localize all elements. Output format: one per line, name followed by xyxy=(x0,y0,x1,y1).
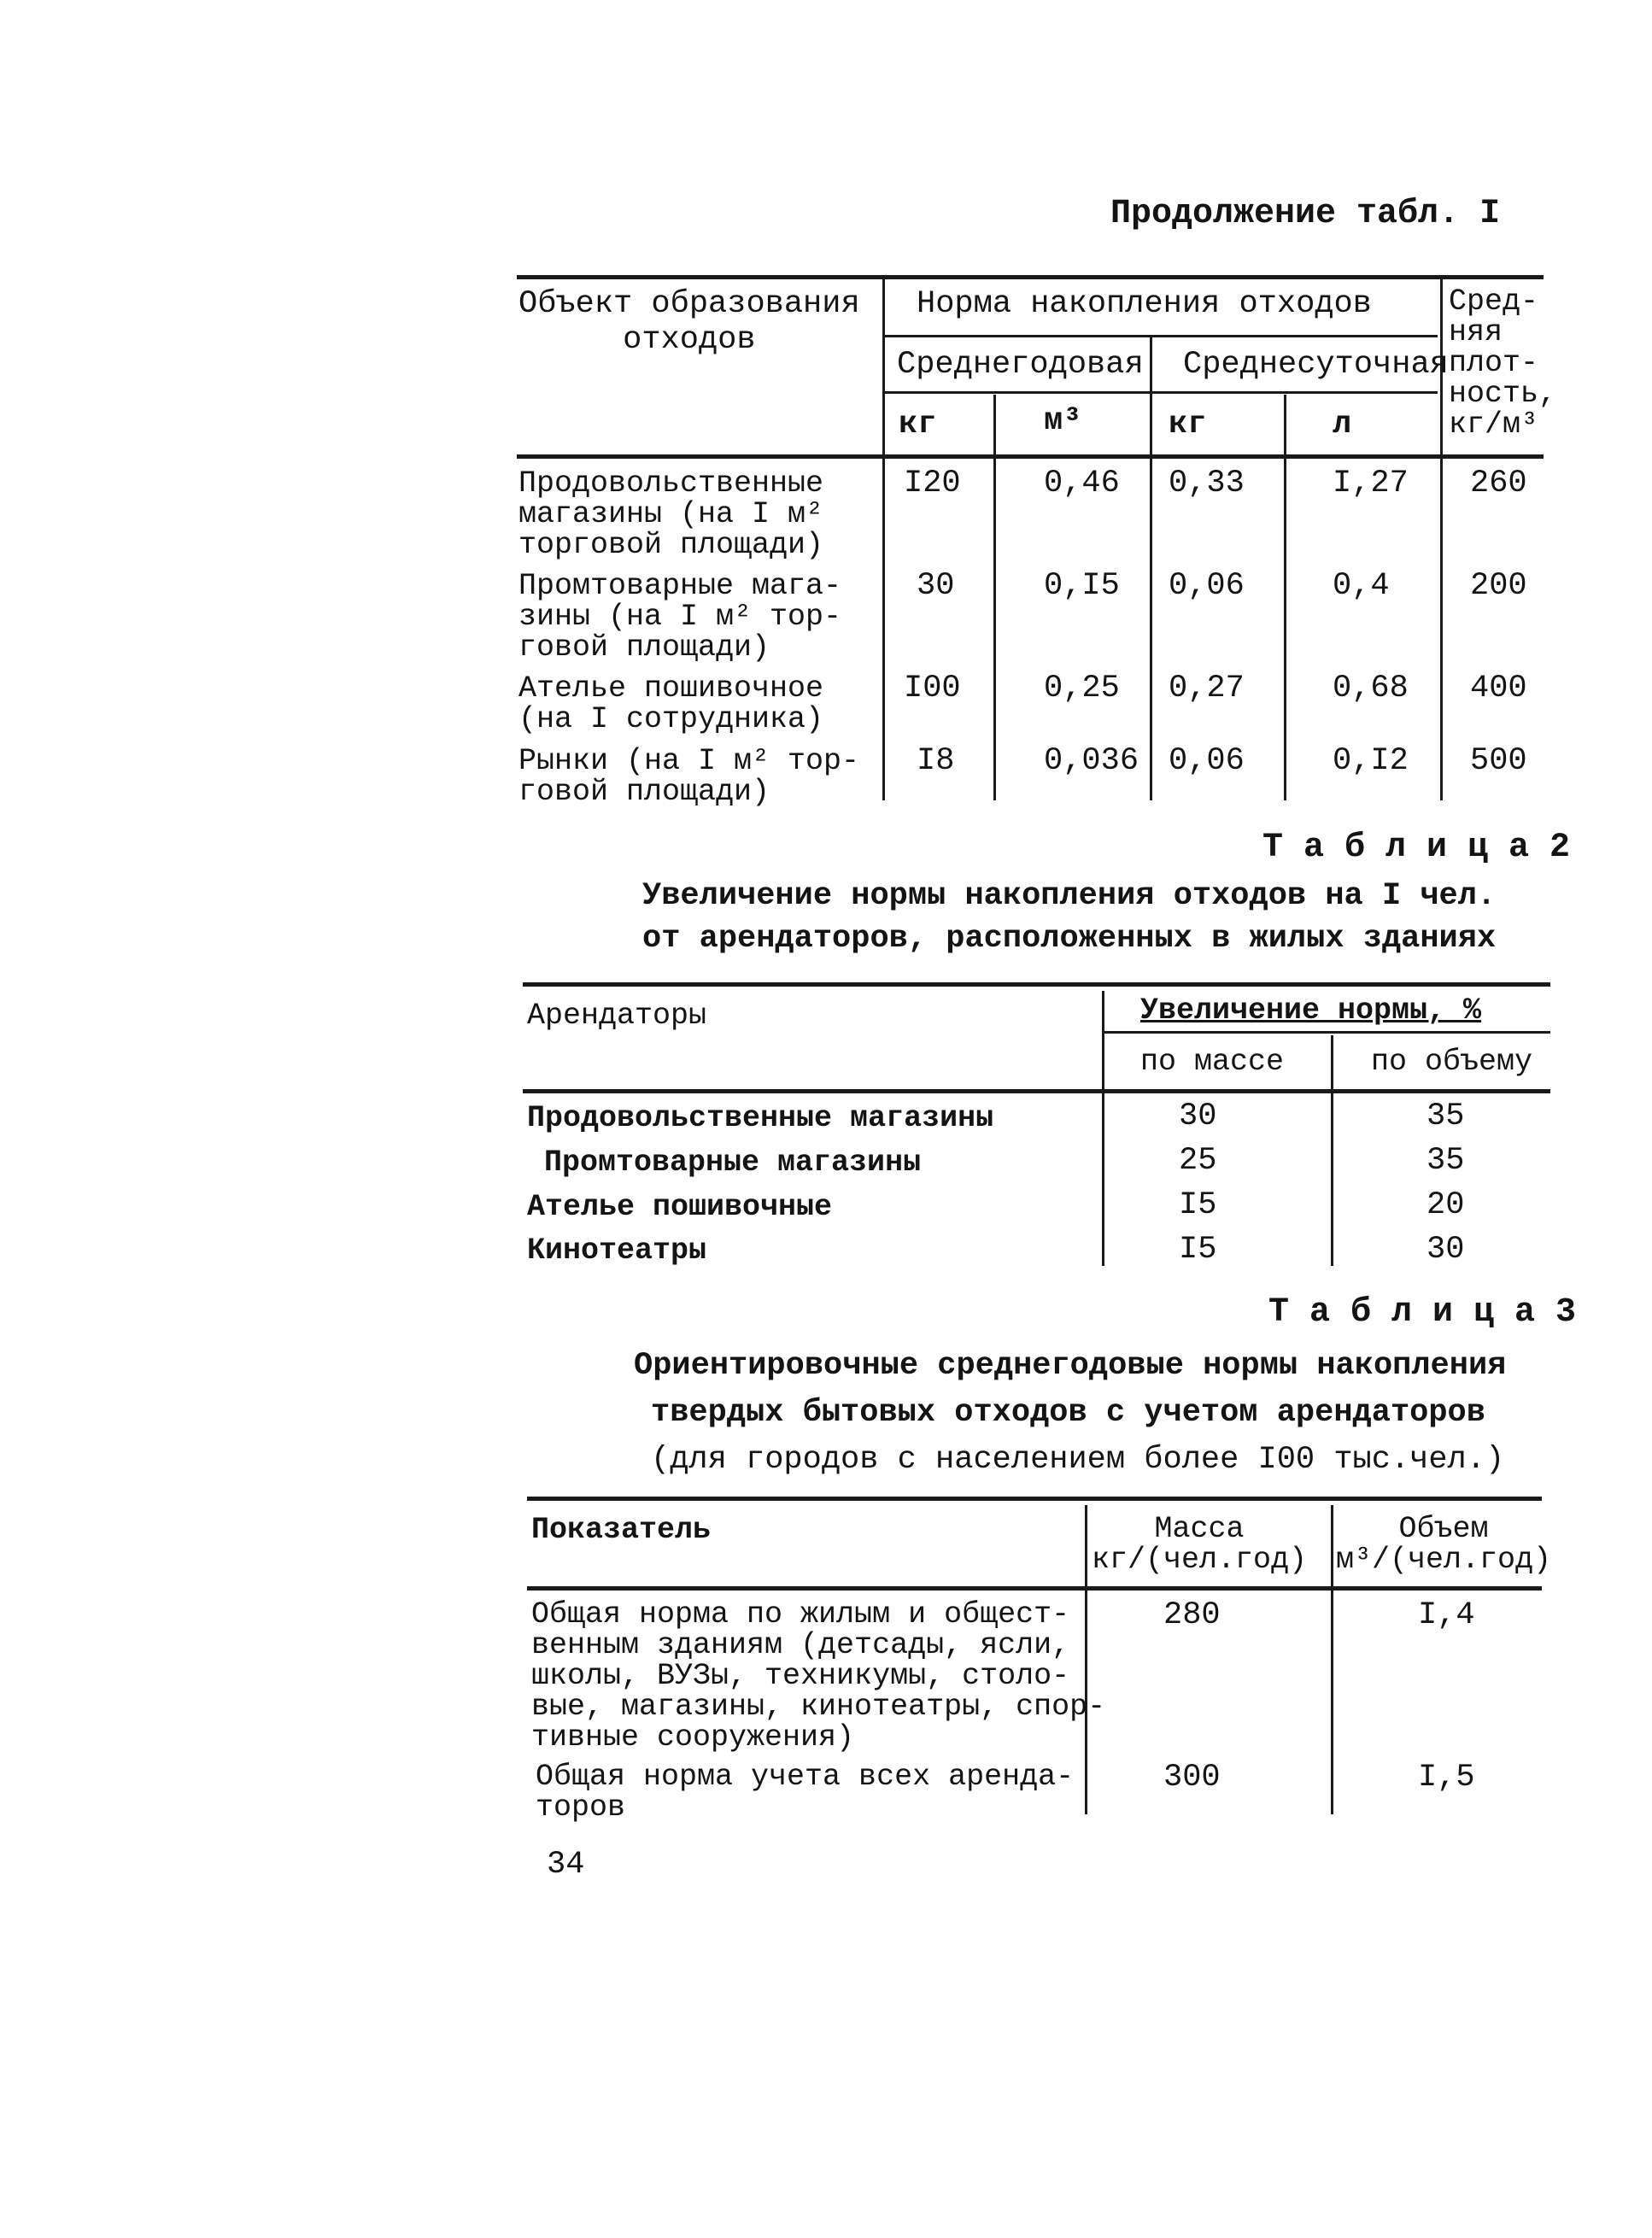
table2-col-tenants: Арендаторы xyxy=(527,999,707,1033)
cell-day-kg: 0,33 xyxy=(1169,466,1245,501)
table1-col-avg-day: Среднесуточная xyxy=(1183,347,1449,383)
table3-col-mass: Масса кг/(чел.год) xyxy=(1092,1512,1308,1577)
row-name: Ателье пошивочные xyxy=(527,1190,833,1224)
table1-header-rule xyxy=(517,454,1544,459)
table3-col-rule xyxy=(1331,1505,1333,1814)
table2-col-rule xyxy=(1331,1035,1333,1266)
cell-year-kg: 30 xyxy=(917,568,955,604)
cell-mass: I5 xyxy=(1179,1232,1217,1268)
table1-col-density: Сред- няя плот- ность, кг/м³ xyxy=(1449,284,1557,442)
row-name: Ателье пошивочное (на I сотрудника) xyxy=(518,671,824,736)
cell-year-kg: I8 xyxy=(917,743,955,779)
cell-year-kg: I00 xyxy=(904,671,961,706)
table1-col-avg-year: Среднегодовая xyxy=(897,347,1144,383)
row-name: Промтоварные магазины xyxy=(544,1145,922,1180)
table1-col-object: Объект образования отходов xyxy=(518,286,860,358)
cell-mass: I5 xyxy=(1179,1187,1217,1223)
cell-volume: 20 xyxy=(1426,1187,1465,1223)
cell-density: 200 xyxy=(1470,568,1527,604)
table1-unit-l: л xyxy=(1333,407,1352,442)
table2-title-line2: от арендаторов, расположенных в жилых зданиях xyxy=(642,921,1497,957)
table2-rule xyxy=(1102,1031,1550,1034)
table1-col-rule xyxy=(1150,337,1152,800)
row-name: Общая норма учета всех аренда- торов xyxy=(536,1760,1075,1825)
cell-year-m3: 0,46 xyxy=(1044,466,1120,501)
cell-day-kg: 0,27 xyxy=(1169,671,1245,706)
table1-caption: Продолжение табл. I xyxy=(1110,195,1501,233)
cell-volume: 30 xyxy=(1426,1232,1465,1268)
table3-header-rule xyxy=(527,1586,1542,1591)
row-name: Рынки (на I м² тор- говой площади) xyxy=(518,744,860,809)
table3-col-indicator: Показатель xyxy=(531,1513,712,1547)
row-name: Продовольственные магазины (на I м² торговой площади) xyxy=(518,466,824,562)
cell-volume: 35 xyxy=(1426,1098,1465,1134)
table1-rule xyxy=(882,391,1438,394)
table3-title-line1: Ориентировочные среднегодовые нормы накопления xyxy=(634,1348,1507,1384)
cell-density: 400 xyxy=(1470,671,1527,706)
table2-top-rule xyxy=(523,982,1550,987)
table2-col-by-mass: по массе xyxy=(1140,1045,1285,1079)
cell-volume: I,5 xyxy=(1418,1760,1475,1796)
cell-mass: 300 xyxy=(1163,1760,1221,1796)
cell-day-kg: 0,06 xyxy=(1169,743,1245,779)
table1-unit-kg2: кг xyxy=(1169,407,1207,442)
cell-year-kg: I20 xyxy=(904,466,961,501)
cell-day-l: 0,4 xyxy=(1333,568,1390,604)
cell-year-m3: 0,036 xyxy=(1044,743,1139,779)
table2-col-increase: Увеличение нормы, % xyxy=(1140,993,1482,1028)
table1-col-norm: Норма накопления отходов xyxy=(917,286,1372,322)
row-name: Промтоварные мага- зины (на I м² тор- говой площади) xyxy=(518,569,842,665)
cell-mass: 30 xyxy=(1179,1098,1217,1134)
cell-year-m3: 0,I5 xyxy=(1044,568,1120,604)
cell-density: 260 xyxy=(1470,466,1527,501)
page-number: 34 xyxy=(547,1847,585,1883)
table2-label: Т а б л и ц а 2 xyxy=(1262,829,1571,867)
table3-label: Т а б л и ц а 3 xyxy=(1268,1293,1577,1332)
table1-rule xyxy=(882,335,1438,337)
cell-mass: 280 xyxy=(1163,1597,1221,1633)
table2-col-by-volume: по объему xyxy=(1371,1045,1533,1079)
table2-title-line1: Увеличение нормы накопления отходов на I чел. xyxy=(642,878,1497,914)
cell-volume: I,4 xyxy=(1418,1597,1475,1633)
table3-title-line2: твердых бытовых отходов с учетом арендаторов xyxy=(651,1395,1485,1431)
table1-unit-m3: м³ xyxy=(1044,403,1082,439)
table3-title-line3: (для городов с населением более I00 тыс.чел.) xyxy=(651,1442,1505,1478)
cell-day-l: 0,I2 xyxy=(1333,743,1409,779)
cell-day-l: 0,68 xyxy=(1333,671,1409,706)
cell-density: 500 xyxy=(1470,743,1527,779)
cell-year-m3: 0,25 xyxy=(1044,671,1120,706)
table1-col-rule xyxy=(882,278,885,800)
cell-day-kg: 0,06 xyxy=(1169,568,1245,604)
cell-volume: 35 xyxy=(1426,1143,1465,1179)
table1-top-rule xyxy=(517,275,1544,279)
table1-col-rule xyxy=(1284,395,1286,800)
table1-col-rule xyxy=(993,395,996,800)
table1-unit-kg: кг xyxy=(899,407,937,442)
cell-day-l: I,27 xyxy=(1333,466,1409,501)
row-name: Общая норма по жилым и общест- венным зданиям (детсады, ясли, школы, ВУЗы, техникумы, столо- вые, магазины, кинотеатры, спор- тивные сооружения) xyxy=(531,1597,1106,1755)
table2-header-rule xyxy=(523,1089,1550,1093)
row-name: Продовольственные магазины xyxy=(527,1101,994,1135)
table3-top-rule xyxy=(527,1497,1542,1501)
row-name: Кинотеатры xyxy=(527,1233,707,1268)
table2-col-rule xyxy=(1102,991,1104,1266)
cell-mass: 25 xyxy=(1179,1143,1217,1179)
table3-col-volume: Объем м³/(чел.год) xyxy=(1336,1512,1552,1577)
